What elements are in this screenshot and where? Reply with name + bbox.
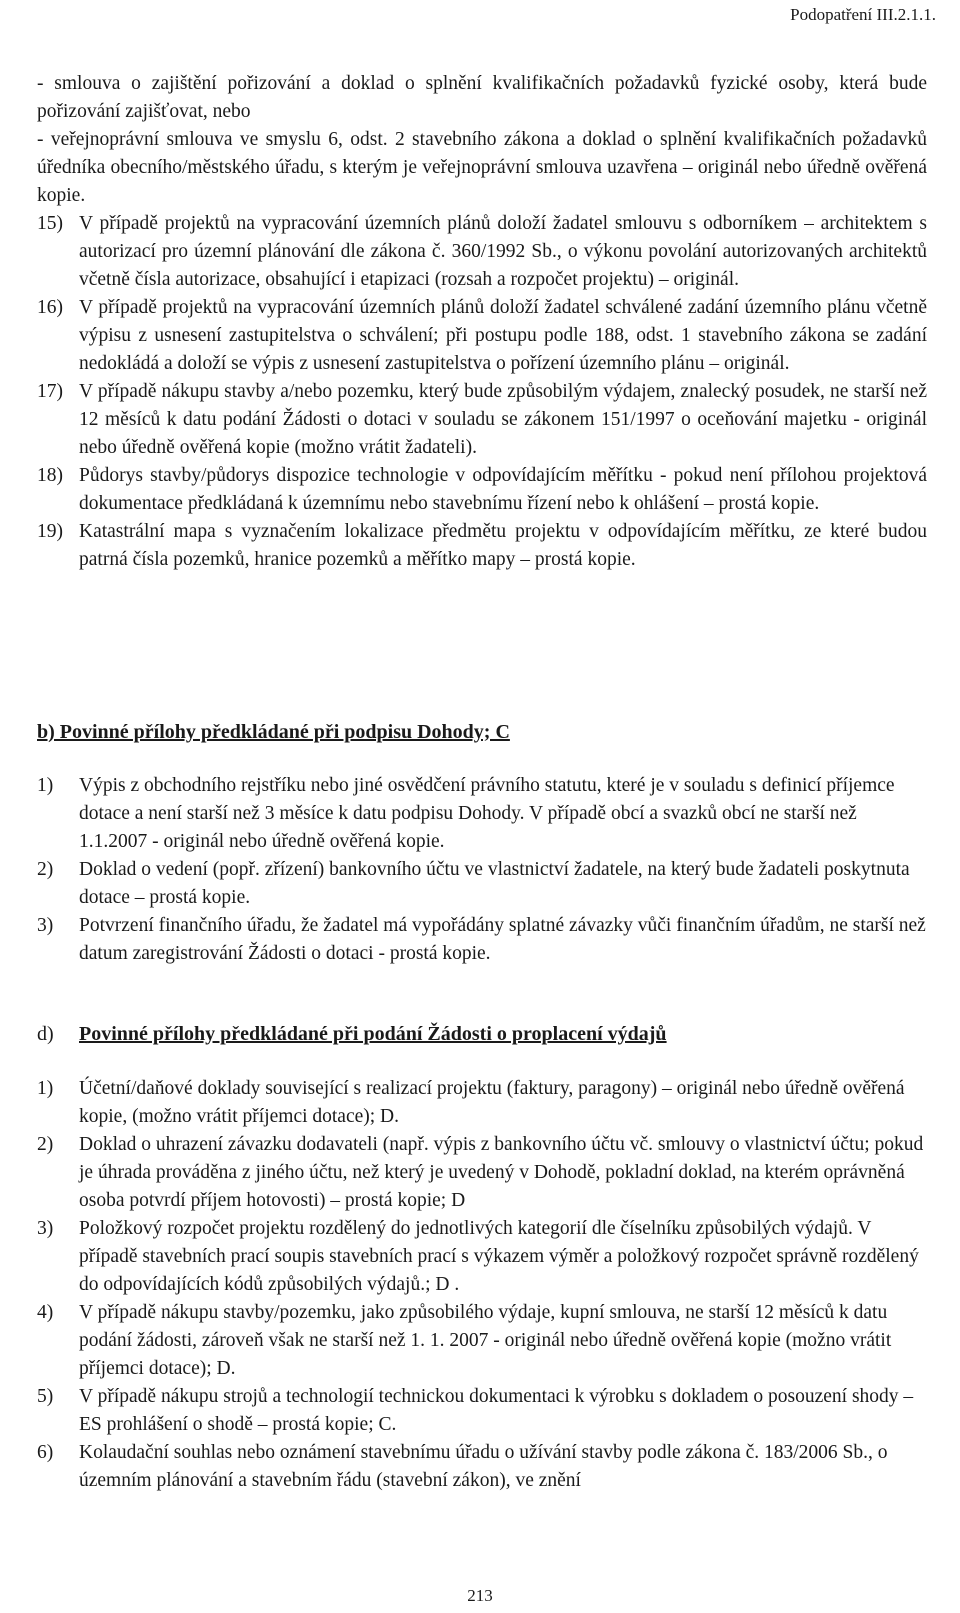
section-b-heading: b) Povinné přílohy předkládané při podpisu Dohody; C: [37, 721, 510, 743]
list-item: [37, 1439, 927, 1495]
item-text: Položkový rozpočet projektu rozdělený do jednotlivých kategorií dle číselníku způsobilých výdajů. V případě stavebních prací soupis stavebních prací s výkazem výměr a položkový rozpočet správně rozdělený do odpovídajících kódů způsobilých výdajů.; D .: [79, 1218, 919, 1295]
item-number: 3): [37, 915, 54, 936]
item-number: 4): [37, 1302, 54, 1323]
item-number: 18): [37, 465, 63, 486]
intro-paragraph-2: - veřejnoprávní smlouva ve smyslu 6, odst. 2 stavebního zákona a doklad o splnění kvalifikačních požadavků úředníka obecního/městského úřadu, s kterým je veřejnoprávní smlouva uzavřena – originál nebo úředně ověřená kopie.: [37, 129, 927, 206]
item-text: Účetní/daňové doklady související s realizací projektu (faktury, paragony) – originál nebo úředně ověřená kopie, (možno vrátit příjemci dotace); D.: [79, 1078, 905, 1127]
section-d-list: [37, 1075, 927, 1495]
item-text: V případě nákupu stavby a/nebo pozemku, který bude způsobilým výdajem, znalecký posudek, ne starší než 12 měsíců k datu podání Žádosti o dotaci v souladu se zákonem 151/1997 o oceňování majetku - originál nebo úředně ověřená kopie (možno vrátit žadateli).: [79, 381, 927, 458]
item-text: Půdorys stavby/půdorys dispozice technologie v odpovídajícím měřítku - pokud není přílohou projektová dokumentace předkládaná k územnímu nebo stavebnímu řízení nebo k ohlášení – prostá kopie.: [79, 465, 927, 514]
item-number: 2): [37, 859, 54, 880]
item-number: 16): [37, 297, 63, 318]
section-a-list: [37, 210, 927, 574]
list-item: [37, 912, 927, 968]
list-item: [37, 1383, 927, 1439]
intro-paragraph-1: - smlouva o zajištění pořizování a doklad o splnění kvalifikačních požadavků fyzické osoby, která bude pořizování zajišťovat, nebo: [37, 73, 927, 122]
list-item: [37, 1131, 927, 1215]
item-number: 6): [37, 1442, 54, 1463]
item-number: 3): [37, 1218, 54, 1239]
page-header: Podopatření III.2.1.1.: [790, 5, 936, 24]
item-number: 2): [37, 1134, 54, 1155]
section-d-title: Povinné přílohy předkládané při podání Žádosti o proplacení výdajů: [79, 1023, 667, 1045]
item-text: Kolaudační souhlas nebo oznámení stavebnímu úřadu o užívání stavby podle zákona č. 183/2006 Sb., o územním plánování a stavebním řádu (stavební zákon), ve znění: [79, 1442, 888, 1491]
list-item: [37, 294, 927, 378]
list-item: [37, 1215, 927, 1299]
item-number: 5): [37, 1386, 54, 1407]
list-item: [37, 772, 927, 856]
item-text: Katastrální mapa s vyznačením lokalizace předmětu projektu v odpovídajícím měřítku, ze které budou patrná čísla pozemků, hranice pozemků a měřítko mapy – prostá kopie.: [79, 521, 927, 570]
item-text: V případě nákupu stavby/pozemku, jako způsobilého výdaje, kupní smlouva, ne starší 12 měsíců k datu podání žádosti, zároveň však ne starší než 1. 1. 2007 - originál nebo úředně ověřená kopie (možno vrátit příjemci dotace); D.: [79, 1302, 892, 1379]
page-number: 213: [467, 1586, 493, 1605]
list-item: [37, 378, 927, 462]
item-number: 19): [37, 521, 63, 542]
item-text: Doklad o uhrazení závazku dodavateli (např. výpis z bankovního účtu vč. smlouvy o vlastnictví účtu; pokud je úhrada prováděna z jiného účtu, než který je uvedený v Dohodě, pokladní doklad, na kterém oprávněná osoba potvrdí příjem hotovosti) – prostá kopie; D: [79, 1134, 924, 1211]
section-b-list: [37, 772, 927, 968]
section-d-prefix: d): [37, 1023, 54, 1045]
item-number: 1): [37, 775, 54, 796]
list-item: [37, 1075, 927, 1131]
list-item: [37, 462, 927, 518]
section-d-heading: [37, 1020, 667, 1048]
list-item: [37, 856, 927, 912]
list-item: [37, 1299, 927, 1383]
item-text: V případě nákupu strojů a technologií technickou dokumentaci k výrobku s dokladem o posouzení shody – ES prohlášení o shodě – prostá kopie; C.: [79, 1386, 914, 1435]
item-text: Výpis z obchodního rejstříku nebo jiné osvědčení právního statutu, které je v souladu s definicí příjemce dotace a není starší než 3 měsíce k datu podpisu Dohody. V případě obcí a svazků obcí ne starší než 1.1.2007 - originál nebo úředně ověřená kopie.: [79, 775, 895, 852]
item-text: V případě projektů na vypracování územních plánů doloží žadatel schválené zadání územního plánu včetně výpisu z usnesení zastupitelstva o schválení; při postupu podle 188, odst. 1 stavebního zákona se zadání nedokládá a doloží se výpis z usnesení zastupitelstva o pořízení územního plánu – originál.: [79, 297, 927, 374]
item-number: 15): [37, 213, 63, 234]
list-item: [37, 210, 927, 294]
item-number: 1): [37, 1078, 54, 1099]
item-text: Doklad o vedení (popř. zřízení) bankovního účtu ve vlastnictví žadatele, na který bude žadateli poskytnuta dotace – prostá kopie.: [79, 859, 910, 908]
list-item: [37, 518, 927, 574]
item-text: V případě projektů na vypracování územních plánů doloží žadatel smlouvu s odborníkem – architektem s autorizací pro územní plánování dle zákona č. 360/1992 Sb., o výkonu povolání autorizovaných architektů včetně čísla autorizace, obsahující i etapizaci (rozsah a rozpočet projektu) – originál.: [79, 213, 927, 290]
item-text: Potvrzení finančního úřadu, že žadatel má vypořádány splatné závazky vůči finančním úřadům, ne starší než datum zaregistrování Žádosti o dotaci - prostá kopie.: [79, 915, 926, 964]
item-number: 17): [37, 381, 63, 402]
